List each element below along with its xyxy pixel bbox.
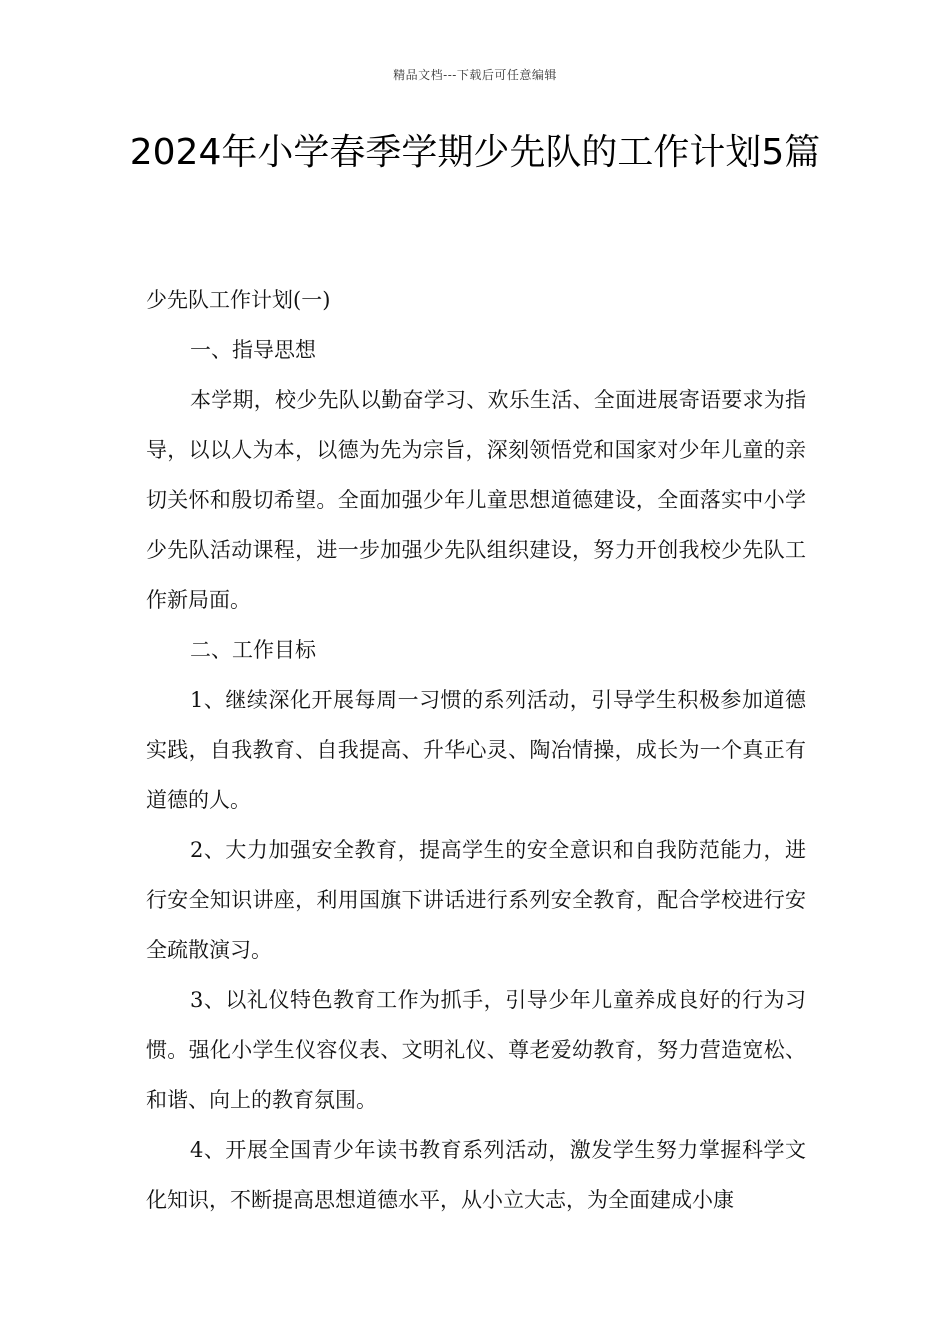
heading-guiding-ideology: 一、指导思想 bbox=[190, 338, 316, 362]
paragraph-goal-2: 2、大力加强安全教育，提高学生的安全意识和自我防范能力，进行安全知识讲座，利用国旗下讲话进行系列安全教育，配合学校进行安全疏散演习。 bbox=[146, 838, 806, 962]
paragraph-goal-3: 3、以礼仪特色教育工作为抓手，引导少年儿童养成良好的行为习惯。强化小学生仪容仪表、文明礼仪、尊老爱幼教育，努力营造宽松、和谐、向上的教育氛围。 bbox=[146, 988, 806, 1112]
paragraph-goal-1: 1、继续深化开展每周一习惯的系列活动，引导学生积极参加道德实践，自我教育、自我提高、升华心灵、陶冶情操，成长为一个真正有道德的人。 bbox=[146, 688, 806, 812]
document-body bbox=[146, 275, 806, 1225]
paragraph-guiding-ideology: 本学期，校少先队以勤奋学习、欢乐生活、全面进展寄语要求为指导，以以人为本，以德为先为宗旨，深刻领悟党和国家对少年儿童的亲切关怀和殷切希望。全面加强少年儿童思想道德建设，全面落实中小学少先队活动课程，进一步加强少先队组织建设，努力开创我校少先队工作新局面。 bbox=[146, 388, 806, 612]
document-title: 2024年小学春季学期少先队的工作计划5篇 bbox=[129, 132, 821, 173]
header-note: 精品文档---下载后可任意编辑 bbox=[393, 68, 557, 82]
section-heading: 少先队工作计划(一) bbox=[146, 288, 331, 312]
heading-work-goals: 二、工作目标 bbox=[190, 638, 316, 662]
paragraph-goal-4: 4、开展全国青少年读书教育系列活动，激发学生努力掌握科学文化知识，不断提高思想道德水平，从小立大志，为全面建成小康 bbox=[146, 1138, 806, 1212]
